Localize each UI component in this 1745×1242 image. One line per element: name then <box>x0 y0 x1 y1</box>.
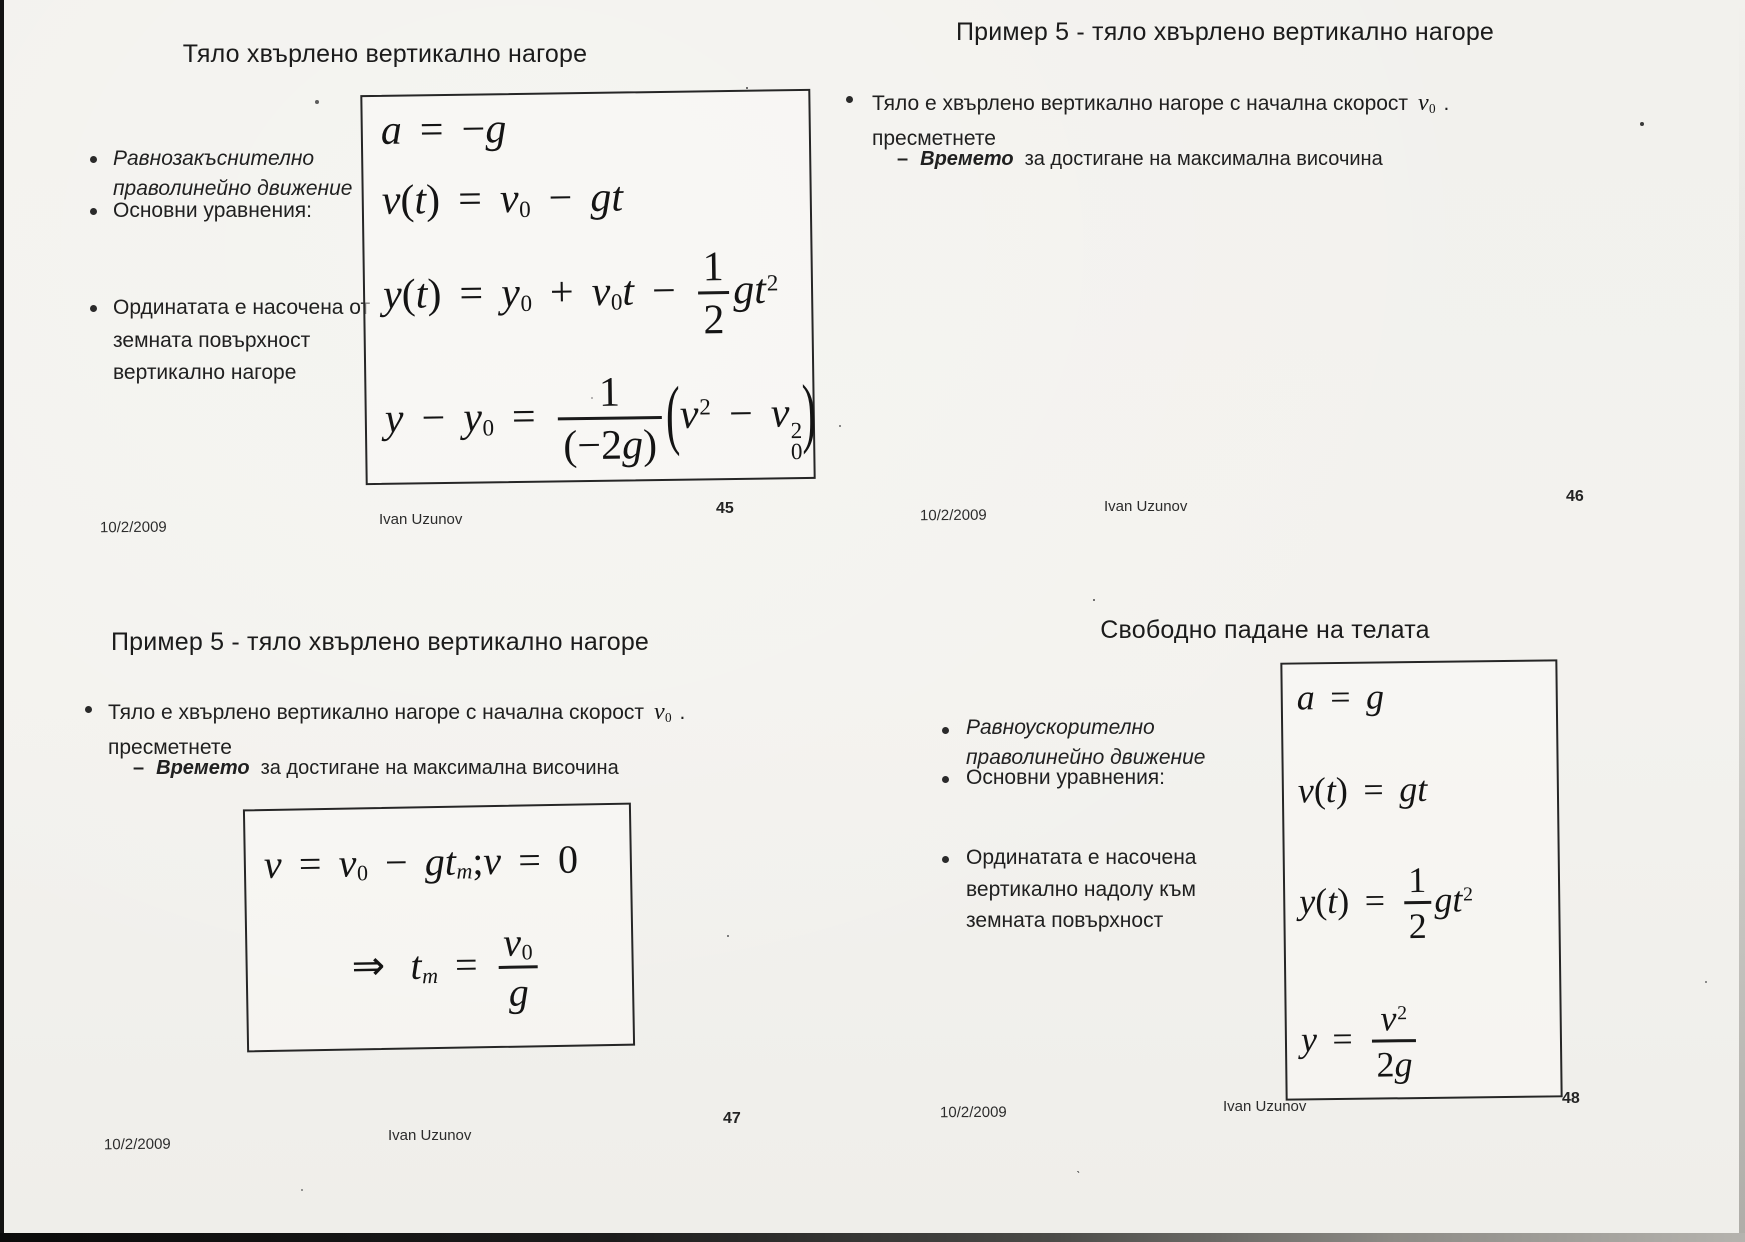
equation-position: y(t) = y0 + v0t − $\frac{1}{2}$ $gt^2$ <box>382 244 779 344</box>
slide-title: Свободно падане на телата <box>1100 616 1430 644</box>
footer-author: Ivan Uzunov <box>388 1127 472 1144</box>
bullet-ordinate-direction: Ординатата е насочена вертикално надолу към земната повърхност <box>966 846 1197 932</box>
sub-bullet-time <box>897 148 1383 171</box>
bullet-icon <box>90 208 97 215</box>
equation-time-to-max: ⇒ tm = $\frac{v0}{g}$ <box>337 919 543 1019</box>
page-number: 45 <box>716 500 734 517</box>
bullet-icon <box>942 727 949 734</box>
sub-bullet-rest: за достигане на максимална височина <box>1024 148 1383 170</box>
problem-statement <box>872 84 1572 156</box>
statement-text: Тяло е хвърлено вертикално нагоре с начална скорост <box>108 701 645 724</box>
bullet-icon <box>942 776 949 783</box>
page-number: 48 <box>1562 1090 1580 1107</box>
bullet-icon <box>90 305 97 312</box>
scan-mark: ˋ <box>1076 1168 1081 1184</box>
equation-height-from-velocity: y = $\frac{v^2}{2g}$ <box>1300 996 1546 1086</box>
footer-date: 10/2/2009 <box>919 506 987 525</box>
scanner-edge-left <box>0 0 4 1242</box>
equation-position: y(t) = $\frac{1}{2}$ $gt^2$ <box>1299 859 1474 947</box>
footer-author: Ivan Uzunov <box>1223 1098 1307 1115</box>
slide-title: Тяло хвърлено вертикално нагоре <box>182 40 588 68</box>
footer-date: 10/2/2009 <box>99 518 167 537</box>
page-number: 47 <box>723 1110 741 1127</box>
footer-date: 10/2/2009 <box>103 1135 171 1154</box>
equation-acceleration: a = g <box>1296 676 1385 718</box>
statement-text: Тяло е хвърлено вертикално нагоре с начална скорост <box>872 92 1409 115</box>
solution-box <box>243 803 635 1053</box>
sub-bullet-lead: Времето <box>156 757 250 779</box>
equation-velocity: v(t) = v0 − gt <box>381 174 624 225</box>
bullet-basic-equations: Основни уравнения: <box>113 199 313 222</box>
equation-velocity: v(t) = gt <box>1297 768 1428 811</box>
sub-bullet-time <box>133 757 619 780</box>
footer-date: 10/2/2009 <box>939 1103 1007 1122</box>
statement-line2: пресметнете <box>108 736 232 760</box>
bullet-basic-equations: Основни уравнения: <box>966 766 1166 789</box>
bullet-icon <box>846 96 853 103</box>
equations-box <box>1280 659 1562 1100</box>
bullet-icon <box>90 156 97 163</box>
sub-bullet-lead: Времето <box>920 148 1014 170</box>
initial-velocity-symbol: v0 <box>654 699 672 725</box>
page-number: 46 <box>1566 488 1584 505</box>
footer-author: Ivan Uzunov <box>1104 498 1188 515</box>
scan-specks <box>315 100 319 104</box>
initial-velocity-symbol: v0 <box>1418 90 1436 116</box>
problem-statement <box>108 693 768 765</box>
equation-velocity-condition: v = v0 − gtm;v = 0 <box>263 836 579 887</box>
scanner-edge-bottom <box>0 1233 1745 1242</box>
scanner-edge-right <box>1739 0 1745 1242</box>
statement-tail: . <box>1443 92 1450 115</box>
sub-bullet-rest: за достигане на максимална височина <box>260 757 619 779</box>
dash-marker: – <box>897 148 909 170</box>
slide-title: Пример 5 - тяло хвърлено вертикално нагоре <box>110 628 650 656</box>
bullet-motion-type: Равноускорително праволинейно движение <box>966 716 1206 769</box>
bullet-ordinate-direction: Ординатата е насочена от земната повърхност вертикално нагоре <box>113 296 371 385</box>
equation-velocity-squared: y − y0 = $\frac{1}{(-2g)}$ ($v^2 - v$ 2 0 ) <box>384 369 817 470</box>
slide-title: Пример 5 - тяло хвърлено вертикално нагоре <box>955 18 1495 46</box>
bullet-icon <box>942 856 949 863</box>
statement-tail: . <box>679 701 686 724</box>
dash-marker: – <box>133 757 145 779</box>
bullet-motion-type: Равнозакъснително праволинейно движение <box>113 147 353 200</box>
equation-acceleration: a = −g <box>380 106 507 154</box>
equations-box <box>360 89 815 485</box>
statement-line2: пресметнете <box>872 127 996 151</box>
bullet-icon <box>85 706 92 713</box>
footer-author: Ivan Uzunov <box>379 511 463 528</box>
